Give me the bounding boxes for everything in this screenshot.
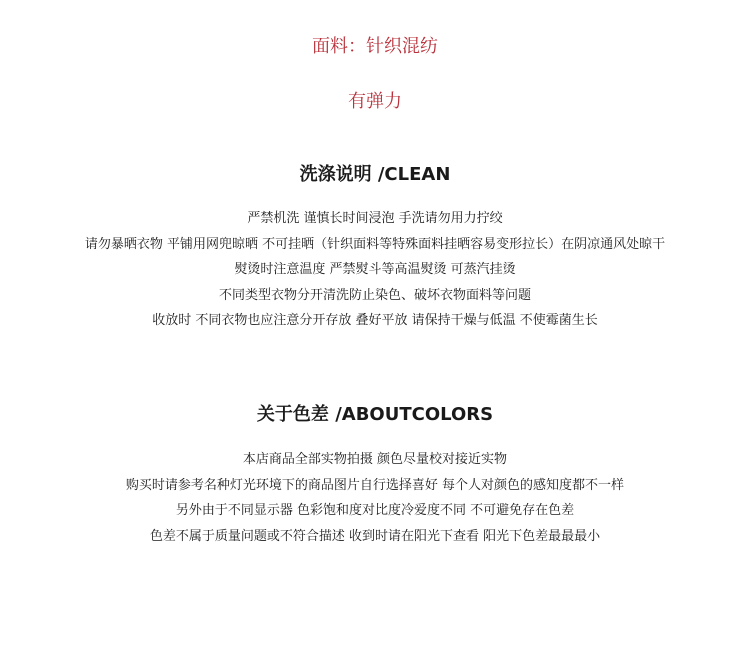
washing-instruction-line: 请勿暴晒衣物 平铺用网兜晾晒 不可挂晒（针织面料等特殊面料挂晒容易变形拉长）在阴凉通风处晾干 <box>84 236 666 252</box>
washing-instruction-line: 收放时 不同衣物也应注意分开存放 叠好平放 请保持干燥与低温 不使霉菌生长 <box>152 313 598 328</box>
color-difference-line: 色差不属于质量问题或不符合描述 收到时请在阳光下查看 阳光下色差最最最小 <box>149 528 601 544</box>
washing-instruction-line: 不同类型衣物分开清洗防止染色、破坏衣物面料等问题 <box>218 287 531 303</box>
color-difference-line: 本店商品全部实物拍摄 颜色尽量校对接近实物 <box>242 452 508 467</box>
color-difference-title: 关于色差 /ABOUTCOLORS <box>256 404 494 425</box>
color-difference-line: 另外由于不同显示器 色彩饱和度对比度冷爱度不同 不可避免存在色差 <box>175 503 575 518</box>
washing-instructions-list <box>0 206 750 334</box>
elasticity-label: 有弹力 <box>348 91 402 112</box>
color-difference-list <box>0 447 750 549</box>
washing-instructions-title: 洗涤说明 /CLEAN <box>299 164 451 185</box>
washing-instruction-line: 熨烫时注意温度 严禁熨斗等高温熨烫 可蒸汽挂烫 <box>234 262 516 277</box>
fabric-label: 面料：针织混纺 <box>312 36 438 57</box>
color-difference-line: 购买时请参考名种灯光环境下的商品图片自行选择喜好 每个人对颜色的感知度都不一样 <box>125 477 625 493</box>
washing-instruction-line: 严禁机洗 谨慎长时间浸泡 手洗请勿用力拧绞 <box>247 211 503 226</box>
